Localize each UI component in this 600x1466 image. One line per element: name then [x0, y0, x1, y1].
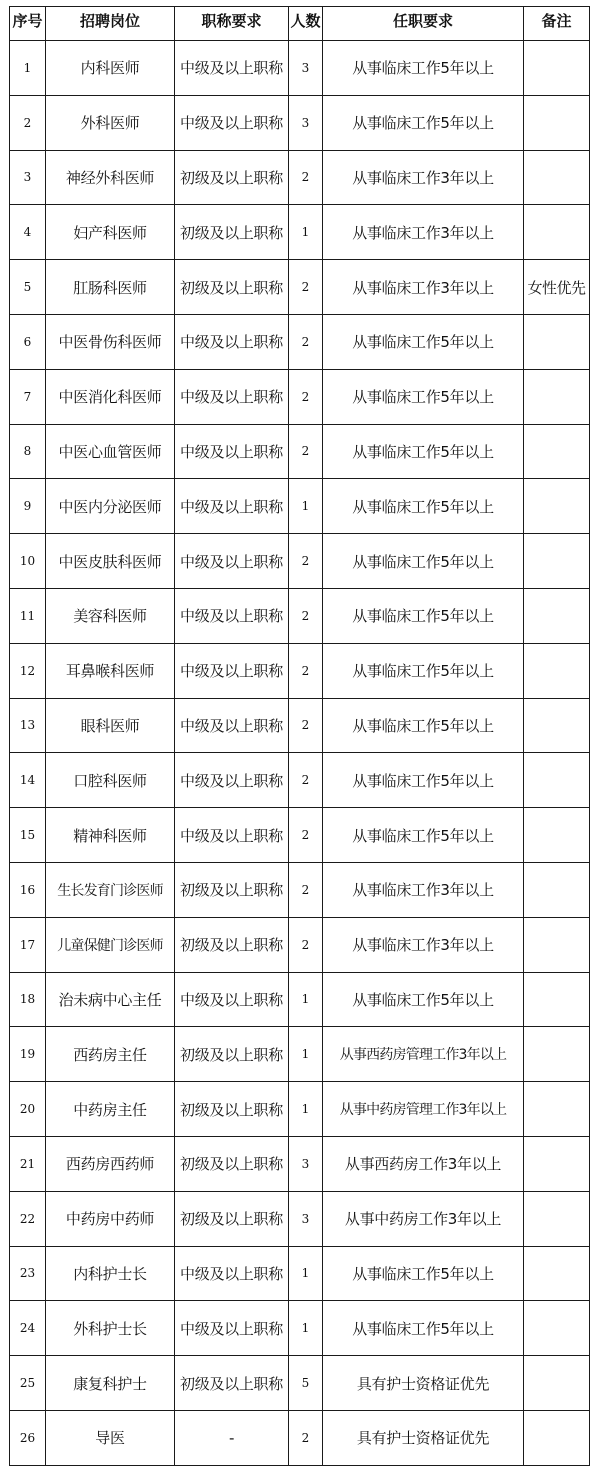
cell-count: 2: [289, 1410, 323, 1465]
header-no: 序号: [10, 7, 46, 41]
recruitment-table-sheet: [9, 6, 590, 1466]
table-row: [10, 1136, 590, 1191]
table-row: [10, 808, 590, 863]
cell-no: 24: [10, 1301, 46, 1356]
cell-note: [524, 1410, 590, 1465]
header-duty-requirement: 任职要求: [323, 7, 524, 41]
table-row: [10, 753, 590, 808]
cell-duty-requirement: 从事临床工作5年以上: [323, 424, 524, 479]
table-row: [10, 1082, 590, 1137]
cell-position: 康复科护士: [46, 1356, 175, 1411]
table-row: [10, 698, 590, 753]
cell-position: 生长发育门诊医师: [46, 862, 175, 917]
cell-position: 眼科医师: [46, 698, 175, 753]
cell-count: 2: [289, 862, 323, 917]
cell-title-requirement: 初级及以上职称: [175, 1136, 289, 1191]
cell-position: 中医心血管医师: [46, 424, 175, 479]
cell-note: [524, 972, 590, 1027]
cell-position: 外科护士长: [46, 1301, 175, 1356]
table-row: [10, 1410, 590, 1465]
cell-position: 中药房中药师: [46, 1191, 175, 1246]
cell-no: 25: [10, 1356, 46, 1411]
cell-note: [524, 917, 590, 972]
cell-position: 口腔科医师: [46, 753, 175, 808]
cell-title-requirement: 中级及以上职称: [175, 972, 289, 1027]
cell-note: [524, 1356, 590, 1411]
cell-title-requirement: 中级及以上职称: [175, 479, 289, 534]
cell-duty-requirement: 从事西药房管理工作3年以上: [323, 1027, 524, 1082]
cell-note: [524, 479, 590, 534]
cell-duty-requirement: 从事临床工作5年以上: [323, 698, 524, 753]
table-row: [10, 369, 590, 424]
table-row: [10, 150, 590, 205]
cell-duty-requirement: 从事临床工作3年以上: [323, 150, 524, 205]
cell-title-requirement: 中级及以上职称: [175, 643, 289, 698]
cell-count: 2: [289, 534, 323, 589]
cell-count: 5: [289, 1356, 323, 1411]
cell-duty-requirement: 从事临床工作5年以上: [323, 314, 524, 369]
cell-position: 内科护士长: [46, 1246, 175, 1301]
cell-count: 2: [289, 369, 323, 424]
cell-no: 14: [10, 753, 46, 808]
cell-title-requirement: 初级及以上职称: [175, 862, 289, 917]
cell-position: 精神科医师: [46, 808, 175, 863]
cell-no: 3: [10, 150, 46, 205]
header-note: 备注: [524, 7, 590, 41]
cell-position: 中医内分泌医师: [46, 479, 175, 534]
cell-duty-requirement: 从事临床工作3年以上: [323, 917, 524, 972]
cell-position: 中医消化科医师: [46, 369, 175, 424]
cell-duty-requirement: 从事临床工作5年以上: [323, 808, 524, 863]
cell-duty-requirement: 从事临床工作5年以上: [323, 972, 524, 1027]
cell-title-requirement: 初级及以上职称: [175, 917, 289, 972]
cell-count: 1: [289, 1027, 323, 1082]
cell-count: 1: [289, 972, 323, 1027]
cell-count: 2: [289, 260, 323, 315]
cell-position: 外科医师: [46, 95, 175, 150]
cell-position: 妇产科医师: [46, 205, 175, 260]
cell-duty-requirement: 从事临床工作5年以上: [323, 369, 524, 424]
cell-position: 西药房西药师: [46, 1136, 175, 1191]
cell-position: 中药房主任: [46, 1082, 175, 1137]
cell-duty-requirement: 从事临床工作3年以上: [323, 862, 524, 917]
cell-title-requirement: 初级及以上职称: [175, 260, 289, 315]
cell-duty-requirement: 从事临床工作5年以上: [323, 1301, 524, 1356]
cell-count: 2: [289, 588, 323, 643]
recruitment-table: [9, 6, 590, 1466]
table-row: [10, 862, 590, 917]
cell-count: 3: [289, 41, 323, 96]
cell-note: [524, 150, 590, 205]
cell-position: 治未病中心主任: [46, 972, 175, 1027]
cell-note: [524, 1246, 590, 1301]
cell-no: 11: [10, 588, 46, 643]
cell-note: [524, 205, 590, 260]
table-row: [10, 972, 590, 1027]
cell-position: 西药房主任: [46, 1027, 175, 1082]
cell-note: [524, 643, 590, 698]
cell-no: 5: [10, 260, 46, 315]
cell-duty-requirement: 从事临床工作5年以上: [323, 588, 524, 643]
cell-title-requirement: 中级及以上职称: [175, 1246, 289, 1301]
cell-position: 儿童保健门诊医师: [46, 917, 175, 972]
cell-note: [524, 534, 590, 589]
table-row: [10, 1027, 590, 1082]
cell-note: [524, 314, 590, 369]
cell-duty-requirement: 从事临床工作5年以上: [323, 643, 524, 698]
table-row: [10, 643, 590, 698]
header-count: 人数: [289, 7, 323, 41]
cell-no: 13: [10, 698, 46, 753]
cell-count: 3: [289, 1191, 323, 1246]
table-row: [10, 1191, 590, 1246]
cell-note: [524, 753, 590, 808]
cell-duty-requirement: 从事临床工作5年以上: [323, 95, 524, 150]
cell-count: 2: [289, 150, 323, 205]
table-row: [10, 205, 590, 260]
cell-title-requirement: 初级及以上职称: [175, 1082, 289, 1137]
cell-duty-requirement: 具有护士资格证优先: [323, 1410, 524, 1465]
cell-no: 22: [10, 1191, 46, 1246]
cell-no: 9: [10, 479, 46, 534]
cell-title-requirement: 中级及以上职称: [175, 95, 289, 150]
cell-no: 4: [10, 205, 46, 260]
cell-position: 导医: [46, 1410, 175, 1465]
cell-no: 19: [10, 1027, 46, 1082]
cell-no: 16: [10, 862, 46, 917]
cell-position: 肛肠科医师: [46, 260, 175, 315]
table-row: [10, 314, 590, 369]
cell-duty-requirement: 从事临床工作5年以上: [323, 1246, 524, 1301]
cell-count: 2: [289, 753, 323, 808]
cell-note: [524, 698, 590, 753]
cell-count: 2: [289, 424, 323, 479]
cell-count: 2: [289, 917, 323, 972]
cell-title-requirement: 初级及以上职称: [175, 205, 289, 260]
cell-position: 中医皮肤科医师: [46, 534, 175, 589]
cell-count: 3: [289, 1136, 323, 1191]
cell-note: [524, 1136, 590, 1191]
cell-duty-requirement: 从事临床工作5年以上: [323, 41, 524, 96]
cell-note: [524, 808, 590, 863]
cell-position: 神经外科医师: [46, 150, 175, 205]
cell-no: 21: [10, 1136, 46, 1191]
cell-title-requirement: 中级及以上职称: [175, 698, 289, 753]
cell-position: 内科医师: [46, 41, 175, 96]
cell-title-requirement: 中级及以上职称: [175, 1301, 289, 1356]
cell-no: 17: [10, 917, 46, 972]
cell-title-requirement: -: [175, 1410, 289, 1465]
cell-duty-requirement: 从事临床工作3年以上: [323, 205, 524, 260]
cell-note: 女性优先: [524, 260, 590, 315]
cell-count: 1: [289, 479, 323, 534]
cell-count: 1: [289, 205, 323, 260]
cell-count: 1: [289, 1301, 323, 1356]
table-row: [10, 41, 590, 96]
cell-title-requirement: 中级及以上职称: [175, 753, 289, 808]
cell-title-requirement: 中级及以上职称: [175, 314, 289, 369]
cell-count: 2: [289, 808, 323, 863]
cell-duty-requirement: 从事西药房工作3年以上: [323, 1136, 524, 1191]
cell-count: 1: [289, 1082, 323, 1137]
cell-no: 7: [10, 369, 46, 424]
cell-title-requirement: 中级及以上职称: [175, 41, 289, 96]
cell-title-requirement: 中级及以上职称: [175, 424, 289, 479]
cell-title-requirement: 中级及以上职称: [175, 588, 289, 643]
cell-no: 26: [10, 1410, 46, 1465]
cell-title-requirement: 初级及以上职称: [175, 1191, 289, 1246]
cell-title-requirement: 初级及以上职称: [175, 150, 289, 205]
cell-note: [524, 1301, 590, 1356]
cell-duty-requirement: 从事中药房工作3年以上: [323, 1191, 524, 1246]
cell-duty-requirement: 从事临床工作5年以上: [323, 479, 524, 534]
cell-note: [524, 424, 590, 479]
cell-count: 3: [289, 95, 323, 150]
table-row: [10, 260, 590, 315]
cell-note: [524, 369, 590, 424]
cell-no: 6: [10, 314, 46, 369]
table-row: [10, 1356, 590, 1411]
cell-no: 10: [10, 534, 46, 589]
cell-no: 15: [10, 808, 46, 863]
cell-count: 2: [289, 314, 323, 369]
cell-no: 20: [10, 1082, 46, 1137]
cell-count: 1: [289, 1246, 323, 1301]
cell-duty-requirement: 从事临床工作5年以上: [323, 753, 524, 808]
header-title-requirement: 职称要求: [175, 7, 289, 41]
table-row: [10, 534, 590, 589]
table-row: [10, 588, 590, 643]
cell-note: [524, 41, 590, 96]
table-row: [10, 424, 590, 479]
cell-position: 中医骨伤科医师: [46, 314, 175, 369]
cell-duty-requirement: 从事临床工作3年以上: [323, 260, 524, 315]
cell-note: [524, 1027, 590, 1082]
cell-title-requirement: 中级及以上职称: [175, 369, 289, 424]
table-row: [10, 479, 590, 534]
cell-note: [524, 1191, 590, 1246]
cell-note: [524, 862, 590, 917]
cell-no: 23: [10, 1246, 46, 1301]
cell-note: [524, 1082, 590, 1137]
cell-title-requirement: 初级及以上职称: [175, 1356, 289, 1411]
cell-no: 2: [10, 95, 46, 150]
cell-title-requirement: 中级及以上职称: [175, 534, 289, 589]
header-row: [10, 7, 590, 41]
table-row: [10, 1301, 590, 1356]
table-row: [10, 1246, 590, 1301]
table-row: [10, 95, 590, 150]
cell-duty-requirement: 从事中药房管理工作3年以上: [323, 1082, 524, 1137]
cell-duty-requirement: 从事临床工作5年以上: [323, 534, 524, 589]
cell-no: 18: [10, 972, 46, 1027]
cell-note: [524, 95, 590, 150]
cell-no: 12: [10, 643, 46, 698]
cell-title-requirement: 中级及以上职称: [175, 808, 289, 863]
cell-count: 2: [289, 643, 323, 698]
cell-note: [524, 588, 590, 643]
cell-no: 8: [10, 424, 46, 479]
cell-count: 2: [289, 698, 323, 753]
header-position: 招聘岗位: [46, 7, 175, 41]
cell-title-requirement: 初级及以上职称: [175, 1027, 289, 1082]
cell-position: 耳鼻喉科医师: [46, 643, 175, 698]
table-body: [10, 41, 590, 1466]
cell-no: 1: [10, 41, 46, 96]
cell-position: 美容科医师: [46, 588, 175, 643]
table-row: [10, 917, 590, 972]
cell-duty-requirement: 具有护士资格证优先: [323, 1356, 524, 1411]
